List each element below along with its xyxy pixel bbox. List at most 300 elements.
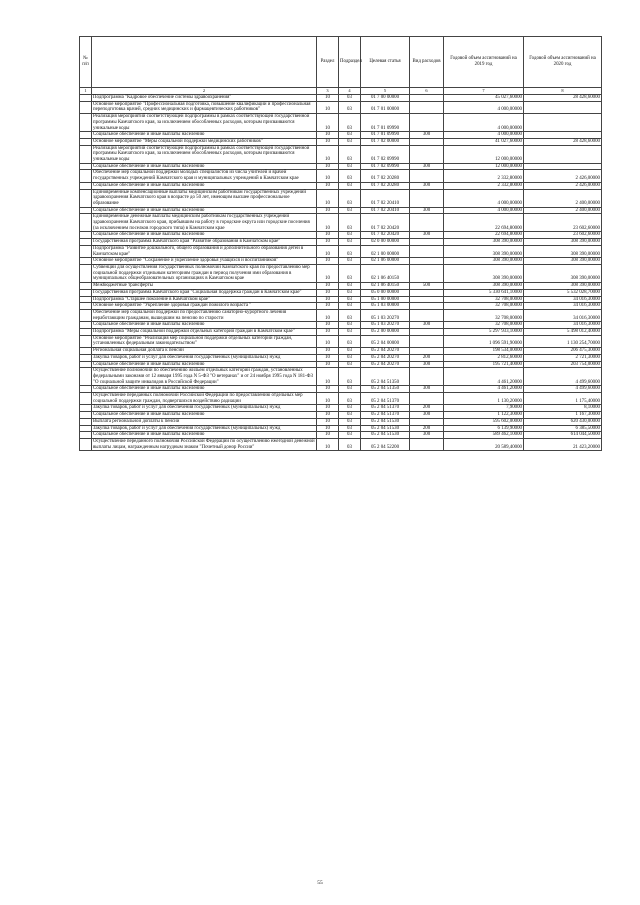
row-code-cell: 01 7 02 20420 xyxy=(361,232,410,239)
row-index-cell xyxy=(80,329,92,336)
row-2019-cell: 308 390,00000 xyxy=(444,264,524,282)
row-name-cell: Основное мероприятие "Укрепление здоровья граждан пожилого возраста " xyxy=(92,303,317,310)
row-podrazdel-cell: 03 xyxy=(339,145,361,163)
row-name-cell: Подпрограмма "Меры социальной поддержки отдельных категорий граждан в Камчатском крае" xyxy=(92,329,317,336)
table-row xyxy=(80,170,602,182)
row-2020-cell: 308 390,00000 xyxy=(524,283,602,290)
row-code-cell: 05 2 04 51530 xyxy=(361,418,410,425)
row-2020-cell xyxy=(524,114,602,132)
row-2020-cell xyxy=(524,145,602,163)
row-name-cell: Основное мероприятие "Меры социальной поддержки медицинских работников" xyxy=(92,138,317,145)
row-code-cell: 05 2 04 20270 xyxy=(361,348,410,355)
row-code-cell: 01 7 02 20280 xyxy=(361,170,410,182)
row-name-cell: Закупка товаров, работ и услуг для обеспечения государственных (муниципальных) нужд xyxy=(92,405,317,412)
table-row xyxy=(80,163,602,170)
column-number-row xyxy=(80,88,602,95)
row-razdel-cell: 10 xyxy=(317,354,339,361)
table-row xyxy=(80,348,602,355)
row-razdel-cell: 10 xyxy=(317,405,339,412)
row-2019-cell: 41 027,60000 xyxy=(444,138,524,145)
table-row xyxy=(80,412,602,419)
row-podrazdel-cell: 03 xyxy=(339,386,361,393)
row-2020-cell: 620 430,00000 xyxy=(524,418,602,425)
row-razdel-cell: 10 xyxy=(317,232,339,239)
table-row xyxy=(80,245,602,257)
table-row xyxy=(80,145,602,163)
row-index-cell xyxy=(80,138,92,145)
row-2020-cell: 308 390,00000 xyxy=(524,245,602,257)
row-2019-cell: 4 000,00000 xyxy=(444,207,524,214)
row-2019-cell: 22 694,80000 xyxy=(444,232,524,239)
row-razdel-cell: 10 xyxy=(317,239,339,246)
table-row xyxy=(80,258,602,265)
row-2020-cell: 2 400,00000 xyxy=(524,207,602,214)
row-name-cell: Социальное обеспечение и иные выплаты населению xyxy=(92,207,317,214)
header-target-article: Целевая статья xyxy=(361,37,410,88)
row-index-cell xyxy=(80,189,92,207)
row-podrazdel-cell: 03 xyxy=(339,329,361,336)
row-2020-cell: 206 475,30000 xyxy=(524,348,602,355)
row-razdel-cell: 10 xyxy=(317,368,339,386)
row-podrazdel-cell: 03 xyxy=(339,95,361,102)
row-podrazdel-cell: 03 xyxy=(339,283,361,290)
row-name-cell: Основное мероприятие "Профессиональная подготовка, повышение квалификации и профессиональная переподготовка врачей, средних медицинских и фармацевтических работников" xyxy=(92,101,317,113)
row-2020-cell: 4 499,60000 xyxy=(524,386,602,393)
table-row xyxy=(80,289,602,296)
row-index-cell xyxy=(80,412,92,419)
table-row xyxy=(80,418,602,425)
row-expense-type-cell xyxy=(410,335,444,347)
row-razdel-cell: 10 xyxy=(317,309,339,321)
row-razdel-cell: 10 xyxy=(317,289,339,296)
row-razdel-cell: 10 xyxy=(317,335,339,347)
row-2019-cell: 2 332,80000 xyxy=(444,182,524,189)
column-number: 2 xyxy=(92,88,317,95)
row-2020-cell: 34 016,30000 xyxy=(524,309,602,321)
row-podrazdel-cell: 03 xyxy=(339,245,361,257)
row-2020-cell: 1 175,40000 xyxy=(524,393,602,405)
row-podrazdel-cell: 03 xyxy=(339,296,361,303)
row-razdel-cell: 10 xyxy=(317,386,339,393)
row-podrazdel-cell: 03 xyxy=(339,303,361,310)
row-code-cell: 05 2 04 52200 xyxy=(361,438,410,450)
row-2020-cell: 4 499,60000 xyxy=(524,368,602,386)
row-razdel-cell: 10 xyxy=(317,145,339,163)
row-expense-type-cell xyxy=(410,289,444,296)
row-2019-cell: 308 390,00000 xyxy=(444,283,524,290)
row-index-cell xyxy=(80,214,92,232)
row-index-cell xyxy=(80,207,92,214)
row-index-cell xyxy=(80,289,92,296)
row-razdel-cell: 10 xyxy=(317,412,339,419)
row-podrazdel-cell: 03 xyxy=(339,393,361,405)
row-podrazdel-cell: 03 xyxy=(339,239,361,246)
row-index-cell xyxy=(80,335,92,347)
row-2020-cell: 2 400,00000 xyxy=(524,189,602,207)
row-2019-cell: 1 122,30000 xyxy=(444,412,524,419)
row-name-cell: Социальное обеспечение и иные выплаты населению xyxy=(92,182,317,189)
row-2019-cell: 595 602,00000 xyxy=(444,418,524,425)
row-podrazdel-cell: 03 xyxy=(339,432,361,439)
table-row xyxy=(80,101,602,113)
row-code-cell: 02 1 06 40150 xyxy=(361,283,410,290)
row-podrazdel-cell: 03 xyxy=(339,207,361,214)
row-code-cell: 05 2 04 00000 xyxy=(361,335,410,347)
row-name-cell: Обеспечение мер социальной поддержки по предоставлению санаторно-курортного лечения неработающим гражданам, вышедшим на пенсию по старости xyxy=(92,309,317,321)
row-index-cell xyxy=(80,101,92,113)
row-index-cell xyxy=(80,182,92,189)
row-expense-type-cell xyxy=(410,348,444,355)
row-code-cell: 01 7 02 20420 xyxy=(361,214,410,232)
row-expense-type-cell xyxy=(410,296,444,303)
row-index-cell xyxy=(80,264,92,282)
row-2020-cell: 308 390,00000 xyxy=(524,264,602,282)
row-2020-cell: 28 428,60000 xyxy=(524,95,602,102)
row-code-cell: 01 7 02 00000 xyxy=(361,138,410,145)
row-podrazdel-cell: 03 xyxy=(339,214,361,232)
row-razdel-cell: 10 xyxy=(317,432,339,439)
table-row xyxy=(80,239,602,246)
row-index-cell xyxy=(80,393,92,405)
row-2019-cell: 32 708,00000 xyxy=(444,303,524,310)
row-expense-type-cell xyxy=(410,438,444,450)
row-2020-cell xyxy=(524,132,602,139)
row-index-cell xyxy=(80,386,92,393)
table-row xyxy=(80,283,602,290)
row-code-cell: 01 7 02 20280 xyxy=(361,182,410,189)
row-index-cell xyxy=(80,114,92,132)
row-2020-cell: 308 390,00000 xyxy=(524,258,602,265)
row-razdel-cell: 10 xyxy=(317,283,339,290)
row-name-cell: Подпрограмма "Развитие дошкольного, общего образования и дополнительного образования детей в Камчатском крае" xyxy=(92,245,317,257)
row-index-cell xyxy=(80,309,92,321)
row-expense-type-cell xyxy=(410,214,444,232)
table-row xyxy=(80,114,602,132)
row-index-cell xyxy=(80,432,92,439)
row-index-cell xyxy=(80,163,92,170)
row-name-cell: Межбюджетные трансферты xyxy=(92,283,317,290)
row-2019-cell: 45 027,60000 xyxy=(444,95,524,102)
row-index-cell xyxy=(80,303,92,310)
row-razdel-cell: 10 xyxy=(317,95,339,102)
column-number: 8 xyxy=(524,88,602,95)
row-2020-cell: 2 721,30000 xyxy=(524,354,602,361)
row-name-cell: Социальное обеспечение и иные выплаты населению xyxy=(92,386,317,393)
row-expense-type-cell xyxy=(410,101,444,113)
row-razdel-cell: 10 xyxy=(317,393,339,405)
table-row xyxy=(80,182,602,189)
row-2019-cell: 12 000,00000 xyxy=(444,163,524,170)
row-podrazdel-cell: 03 xyxy=(339,132,361,139)
row-expense-type-cell xyxy=(410,114,444,132)
row-2019-cell: 6 139,90000 xyxy=(444,425,524,432)
row-index-cell xyxy=(80,232,92,239)
row-2019-cell: 32 708,00000 xyxy=(444,296,524,303)
row-2020-cell: 23 602,60000 xyxy=(524,214,602,232)
row-razdel-cell: 10 xyxy=(317,101,339,113)
column-number: 5 xyxy=(361,88,410,95)
row-expense-type-cell xyxy=(410,303,444,310)
row-expense-type-cell: 200 xyxy=(410,354,444,361)
row-expense-type-cell: 200 xyxy=(410,405,444,412)
row-expense-type-cell xyxy=(410,368,444,386)
header-expense-type: Вид расходов xyxy=(410,37,444,88)
table-row xyxy=(80,296,602,303)
column-number: 4 xyxy=(339,88,361,95)
row-podrazdel-cell: 03 xyxy=(339,348,361,355)
row-2020-cell: 34 016,30000 xyxy=(524,303,602,310)
table-row xyxy=(80,264,602,282)
row-name-cell: Социальное обеспечение и иные выплаты населению xyxy=(92,361,317,368)
table-row xyxy=(80,232,602,239)
row-code-cell: 01 7 02 09990 xyxy=(361,163,410,170)
row-code-cell: 05 2 04 20270 xyxy=(361,354,410,361)
row-code-cell: 05 1 03 00000 xyxy=(361,303,410,310)
table-row xyxy=(80,361,602,368)
row-razdel-cell: 10 xyxy=(317,114,339,132)
row-expense-type-cell xyxy=(410,258,444,265)
row-code-cell: 01 7 01 00000 xyxy=(361,101,410,113)
row-2020-cell: 23 602,60000 xyxy=(524,232,602,239)
row-2020-cell: 5 532 028,70000 xyxy=(524,289,602,296)
table-row xyxy=(80,432,602,439)
row-name-cell: Осуществление переданных полномочий Российской Федерации по предоставлению отдельных мер социальной поддержки граждан, подвергшихся воздействию радиации xyxy=(92,393,317,405)
row-razdel-cell: 10 xyxy=(317,258,339,265)
row-podrazdel-cell: 03 xyxy=(339,412,361,419)
row-code-cell: 02 1 06 00000 xyxy=(361,258,410,265)
row-podrazdel-cell: 03 xyxy=(339,138,361,145)
row-2019-cell: 308 390,00000 xyxy=(444,258,524,265)
row-index-cell xyxy=(80,418,92,425)
row-name-cell: Обеспечение мер социальной поддержки молодых специалистов из числа учителей и врачей государственных учреждений Камчатского края и муниципальных учреждений в Камчатском крае xyxy=(92,170,317,182)
row-name-cell: Основное мероприятие "Сохранение и укрепление здоровья учащихся и воспитанников" xyxy=(92,258,317,265)
row-name-cell: Реализация мероприятий соответствующей подпрограммы в рамках соответствующей государственной программы Камчатского края, за исключением обособленных расходов, которым присваиваются уникальные коды xyxy=(92,114,317,132)
row-razdel-cell: 10 xyxy=(317,189,339,207)
row-code-cell: 05 2 00 00000 xyxy=(361,329,410,336)
row-2019-cell: 22 694,80000 xyxy=(444,214,524,232)
row-2020-cell xyxy=(524,101,602,113)
row-podrazdel-cell: 03 xyxy=(339,425,361,432)
row-2019-cell: 32 708,00000 xyxy=(444,322,524,329)
table-row xyxy=(80,138,602,145)
row-name-cell: Социальное обеспечение и иные выплаты населению xyxy=(92,163,317,170)
row-index-cell xyxy=(80,322,92,329)
row-2019-cell: 32 708,00000 xyxy=(444,309,524,321)
table-row xyxy=(80,354,602,361)
row-expense-type-cell xyxy=(410,138,444,145)
row-razdel-cell: 10 xyxy=(317,329,339,336)
row-2019-cell: 4 000,00000 xyxy=(444,114,524,132)
row-razdel-cell: 10 xyxy=(317,138,339,145)
row-2019-cell: 4 000,00000 xyxy=(444,101,524,113)
row-expense-type-cell xyxy=(410,418,444,425)
row-index-cell xyxy=(80,296,92,303)
row-podrazdel-cell: 03 xyxy=(339,163,361,170)
row-2020-cell: 34 016,30000 xyxy=(524,296,602,303)
row-razdel-cell: 10 xyxy=(317,170,339,182)
row-code-cell: 05 2 04 20270 xyxy=(361,361,410,368)
row-podrazdel-cell: 03 xyxy=(339,361,361,368)
row-name-cell: Государственная программа Камчатского края "Социальная поддержка граждан в Камчатском крае" xyxy=(92,289,317,296)
row-podrazdel-cell: 03 xyxy=(339,182,361,189)
row-2020-cell: 5 498 012,40000 xyxy=(524,329,602,336)
row-2019-cell: 12 000,00000 xyxy=(444,145,524,163)
row-name-cell: Закупка товаров, работ и услуг для обеспечения государственных (муниципальных) нужд xyxy=(92,425,317,432)
header-podrazdel: Подраздел xyxy=(339,37,361,88)
row-2020-cell: 21 423,20000 xyxy=(524,438,602,450)
row-name-cell: Социальное обеспечение и иные выплаты населению xyxy=(92,232,317,239)
row-expense-type-cell xyxy=(410,170,444,182)
row-code-cell: 01 7 00 00000 xyxy=(361,95,410,102)
column-number: 1 xyxy=(80,88,92,95)
row-2019-cell: 4 461,20000 xyxy=(444,368,524,386)
row-index-cell xyxy=(80,361,92,368)
row-2019-cell: 308 390,00000 xyxy=(444,245,524,257)
row-podrazdel-cell: 03 xyxy=(339,289,361,296)
row-razdel-cell: 10 xyxy=(317,425,339,432)
row-expense-type-cell: 300 xyxy=(410,386,444,393)
row-podrazdel-cell: 03 xyxy=(339,322,361,329)
row-razdel-cell: 10 xyxy=(317,322,339,329)
row-podrazdel-cell: 03 xyxy=(339,264,361,282)
row-expense-type-cell: 300 xyxy=(410,207,444,214)
row-razdel-cell: 10 xyxy=(317,361,339,368)
row-code-cell: 02 0 00 00000 xyxy=(361,239,410,246)
row-name-cell: Социальное обеспечение и иные выплаты населению xyxy=(92,432,317,439)
row-2020-cell xyxy=(524,163,602,170)
page-number: 55 xyxy=(317,880,323,886)
table-row xyxy=(80,303,602,310)
row-2019-cell: 1 096 591,90000 xyxy=(444,335,524,347)
row-razdel-cell: 10 xyxy=(317,348,339,355)
row-name-cell: Подпрограмма "Кадровое обеспечение системы здравоохранения" xyxy=(92,95,317,102)
row-2020-cell: 1 167,30000 xyxy=(524,412,602,419)
table-row xyxy=(80,425,602,432)
row-razdel-cell: 10 xyxy=(317,182,339,189)
row-2019-cell: 4 461,20000 xyxy=(444,386,524,393)
row-2019-cell: 589 462,10000 xyxy=(444,432,524,439)
row-expense-type-cell: 300 xyxy=(410,361,444,368)
row-expense-type-cell xyxy=(410,95,444,102)
header-2019-volume: Годовой объем ассигнований на 2019 год xyxy=(444,37,524,88)
row-razdel-cell: 10 xyxy=(317,207,339,214)
row-expense-type-cell: 200 xyxy=(410,425,444,432)
row-index-cell xyxy=(80,405,92,412)
row-expense-type-cell: 300 xyxy=(410,163,444,170)
table-row xyxy=(80,368,602,386)
row-index-cell xyxy=(80,258,92,265)
row-code-cell: 05 2 04 51370 xyxy=(361,393,410,405)
row-podrazdel-cell: 03 xyxy=(339,354,361,361)
row-2019-cell: 7,90000 xyxy=(444,405,524,412)
header-name xyxy=(92,37,317,88)
row-2019-cell: 2 332,80000 xyxy=(444,170,524,182)
row-name-cell: Единовременные компенсационные выплаты медицинским работникам государственных учреждений здравоохранения Камчатского края в возрасте до 50 лет, имеющим высшее профессиональное образование xyxy=(92,189,317,207)
row-index-cell xyxy=(80,245,92,257)
row-podrazdel-cell: 03 xyxy=(339,309,361,321)
table-header-row xyxy=(80,37,602,88)
table-row xyxy=(80,207,602,214)
row-code-cell: 05 2 04 51370 xyxy=(361,405,410,412)
row-expense-type-cell xyxy=(410,309,444,321)
row-expense-type-cell: 300 xyxy=(410,432,444,439)
row-expense-type-cell: 300 xyxy=(410,232,444,239)
row-index-cell xyxy=(80,425,92,432)
table-row xyxy=(80,329,602,336)
row-2019-cell: 1 130,20000 xyxy=(444,393,524,405)
row-expense-type-cell: 300 xyxy=(410,132,444,139)
row-expense-type-cell: 300 xyxy=(410,412,444,419)
row-index-cell xyxy=(80,354,92,361)
table-row xyxy=(80,405,602,412)
row-2019-cell: 5 297 933,10000 xyxy=(444,329,524,336)
row-index-cell xyxy=(80,170,92,182)
row-name-cell: Социальное обеспечение и иные выплаты населению xyxy=(92,412,317,419)
row-2019-cell: 5 330 641,10000 xyxy=(444,289,524,296)
row-index-cell xyxy=(80,239,92,246)
row-expense-type-cell xyxy=(410,329,444,336)
table-row xyxy=(80,386,602,393)
header-number: № п/п xyxy=(80,37,92,88)
row-podrazdel-cell: 03 xyxy=(339,335,361,347)
header-2020-volume: Годовой объем ассигнований на 2020 год xyxy=(524,37,602,88)
row-2019-cell: 198 534,00000 xyxy=(444,348,524,355)
row-code-cell: 02 1 06 40150 xyxy=(361,264,410,282)
row-razdel-cell: 10 xyxy=(317,245,339,257)
row-2020-cell: 8,10000 xyxy=(524,405,602,412)
row-code-cell: 05 2 04 51530 xyxy=(361,432,410,439)
table-row xyxy=(80,189,602,207)
row-razdel-cell: 10 xyxy=(317,303,339,310)
row-expense-type-cell: 300 xyxy=(410,322,444,329)
row-podrazdel-cell: 03 xyxy=(339,101,361,113)
table-row xyxy=(80,132,602,139)
row-2020-cell: 28 428,60000 xyxy=(524,138,602,145)
row-name-cell: Закупка товаров, работ и услуг для обеспечения государственных (муниципальных) нужд xyxy=(92,354,317,361)
row-index-cell xyxy=(80,132,92,139)
row-code-cell: 05 1 03 20270 xyxy=(361,309,410,321)
row-podrazdel-cell: 03 xyxy=(339,258,361,265)
row-razdel-cell: 10 xyxy=(317,132,339,139)
row-expense-type-cell xyxy=(410,239,444,246)
row-podrazdel-cell: 03 xyxy=(339,170,361,182)
row-name-cell: Основное мероприятие "Реализация мер социальной поддержки отдельных категорий граждан, установленных федеральным законодательством" xyxy=(92,335,317,347)
row-code-cell: 05 2 04 51370 xyxy=(361,412,410,419)
row-2019-cell: 4 000,00000 xyxy=(444,132,524,139)
row-podrazdel-cell: 03 xyxy=(339,232,361,239)
row-2019-cell: 4 000,00000 xyxy=(444,189,524,207)
row-name-cell: Субвенции для осуществления государственных полномочий Камчатского края по предоставлению мер социальной поддержки отдельным категориям граждан в период получения ими образования в муниципальных общеобразовательных организациях в Камчатском крае xyxy=(92,264,317,282)
row-2020-cell: 6 385,50000 xyxy=(524,425,602,432)
table-row xyxy=(80,438,602,450)
row-code-cell: 01 7 02 20410 xyxy=(361,189,410,207)
row-expense-type-cell xyxy=(410,145,444,163)
row-index-cell xyxy=(80,145,92,163)
table-row xyxy=(80,335,602,347)
row-name-cell: Государственная программа Камчатского края "Развитие образования в Камчатском крае" xyxy=(92,239,317,246)
row-code-cell: 05 2 04 51530 xyxy=(361,425,410,432)
row-2020-cell: 203 754,00000 xyxy=(524,361,602,368)
row-2020-cell: 34 016,30000 xyxy=(524,322,602,329)
row-podrazdel-cell: 03 xyxy=(339,405,361,412)
row-2020-cell: 2 426,00000 xyxy=(524,170,602,182)
row-code-cell: 05 2 04 51350 xyxy=(361,386,410,393)
table-row xyxy=(80,214,602,232)
budget-table xyxy=(79,36,602,451)
row-code-cell: 05 2 04 51350 xyxy=(361,368,410,386)
row-expense-type-cell xyxy=(410,245,444,257)
row-expense-type-cell: 300 xyxy=(410,182,444,189)
